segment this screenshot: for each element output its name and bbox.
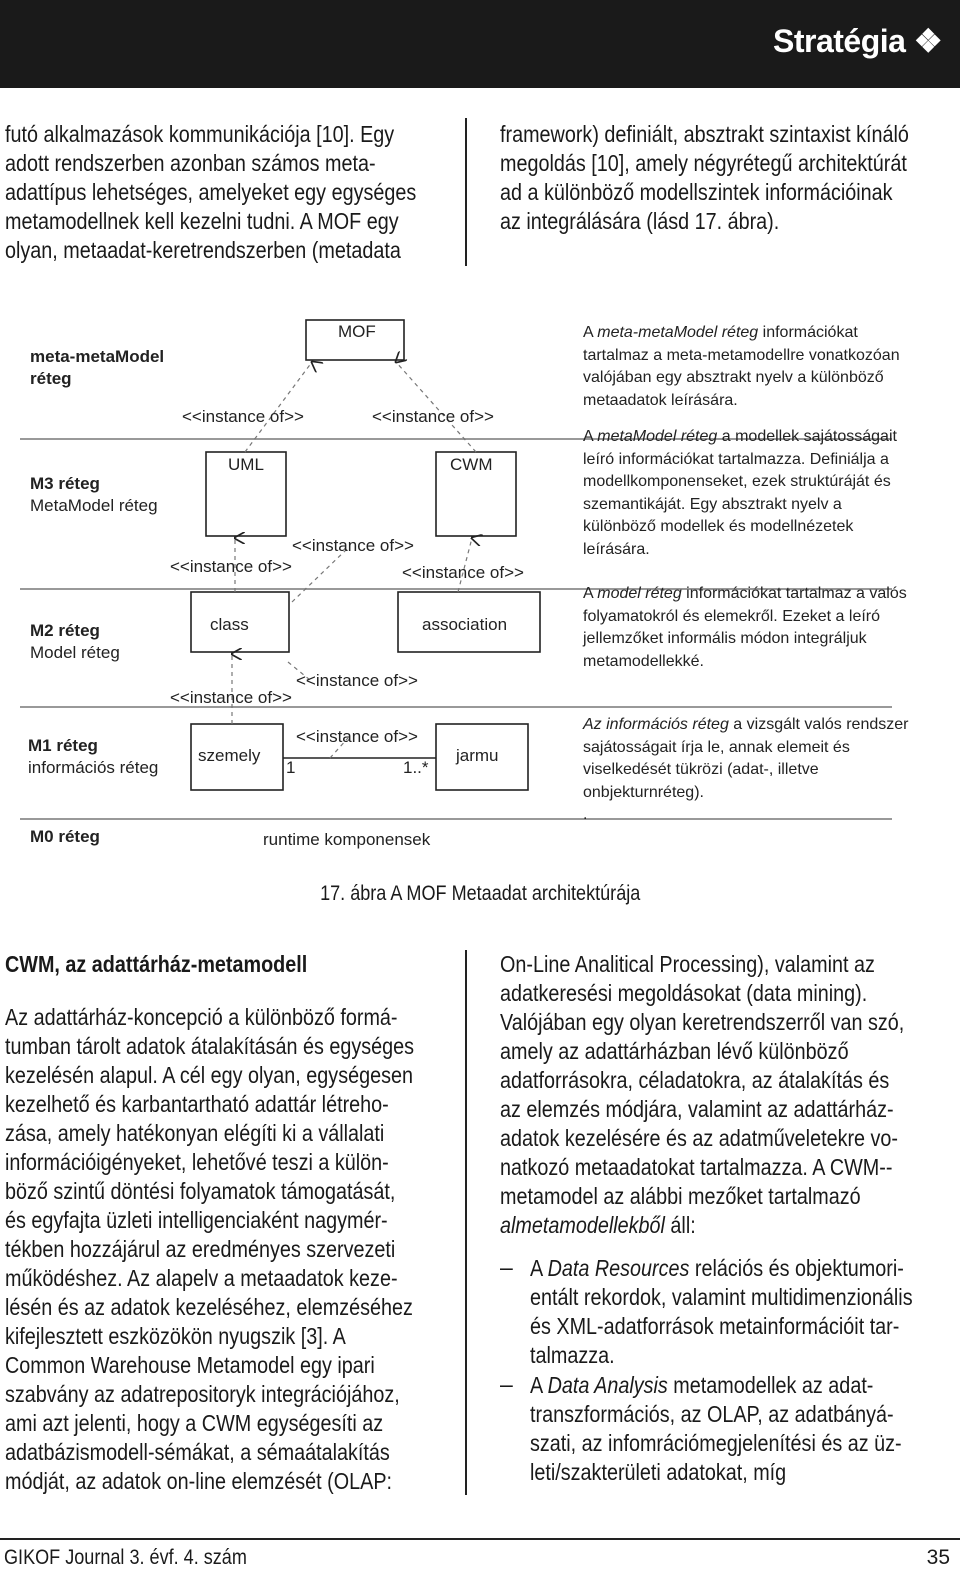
multiplicity-many: 1..* <box>403 758 429 777</box>
instance-of-label: <<instance of>> <box>170 688 292 707</box>
text-line: böző szintű döntési folyamatok támogatását, <box>5 1178 396 1204</box>
text-line: működéshez. Az alapelv a metaadatok keze- <box>5 1265 398 1291</box>
text-line: On-Line Analitical Processing), valamint az <box>500 951 875 977</box>
bottom-right-column <box>500 950 960 1240</box>
column-divider <box>465 950 467 1495</box>
layer-name: M1 réteg <box>28 736 98 755</box>
instance-of-label: <<instance of>> <box>292 536 414 555</box>
text-line: leti/szakterületi adatokat, míg <box>530 1459 787 1485</box>
instance-of-label: <<instance of>> <box>402 563 524 582</box>
layer-subname: Model réteg <box>30 643 120 662</box>
text-line: adatbázismodell-sémákat, a sémaátalakítás <box>5 1439 390 1465</box>
text-line: Az adattárház-koncepció a különböző formá- <box>5 1004 398 1030</box>
text-line: módját, az adatok on-line elemzését (OLAP: <box>5 1468 393 1494</box>
instance-of-label: <<instance of>> <box>170 557 292 576</box>
text-line: információigényeket, lehetővé teszi a külön- <box>5 1149 389 1175</box>
text-line: szati, az infomrációmegjelenítési és az üz- <box>530 1430 902 1456</box>
figure-caption: 17. ábra A MOF Metaadat architektúrája <box>319 882 641 905</box>
mof-label: MOF <box>338 322 376 341</box>
instance-of-label: <<instance of>> <box>372 407 494 426</box>
bullet-item: A Data Resources relációs és objektumori- entált rekordok, valamint multidimenzionális és XML-adatforrások metainformációit tar- talmazza. <box>530 1255 913 1368</box>
text-line: olyan, metaadat-keretrendszerben (metadata <box>5 237 401 263</box>
text-line: talmazza. <box>530 1342 615 1368</box>
text-line: zása, amely hatékonyan elégíti ki a vállalati <box>5 1120 385 1146</box>
text-line: tékben hozzájárul az eredményes szervezeti <box>5 1236 396 1262</box>
class-label: class <box>210 615 249 634</box>
layer-subname: réteg <box>30 369 72 388</box>
text-line: metamodellnek kell kezelni tudni. A MOF egy <box>5 208 399 234</box>
text-line: adattípus lehetséges, amelyeket egy egységes <box>5 179 417 205</box>
layer-name: meta-metaModel <box>30 347 165 366</box>
text-line: kifejlesztett eszközökön nyugszik [3]. A <box>5 1323 346 1349</box>
bullet-item: A Data Analysis metamodellek az adat- transzformációs, az OLAP, az adatbányá- szati, az infomrációmegjelenítési és az üz- leti/szakterületi adatokat, míg <box>530 1372 902 1485</box>
desc-term: model réteg <box>597 585 682 602</box>
layer-m3 <box>30 473 158 517</box>
text-line: adatok kezelésére és az adatműveletekre vo- <box>500 1125 899 1151</box>
text-line: szabvány az adatrepositoryk integrációjához, <box>5 1381 400 1407</box>
text-line: adatkeresési megoldásokat (data mining). <box>500 980 868 1006</box>
text-line: megoldás [10], amely négyrétegű architektúrát <box>500 150 907 176</box>
layer-m1 <box>28 735 158 779</box>
desc-term: Az információs réteg <box>583 716 729 733</box>
page-number: 35 <box>926 1546 950 1569</box>
desc-information: Az információs réteg a vizsgált valós rendszer sajátosságait írja le, annak elemeit és viselkedését tükrözi (adat-, illetve onbjekturnréteg). <box>583 716 909 801</box>
text-line: almetamodellekből áll: <box>500 1212 696 1238</box>
layer-meta-metamodel <box>30 346 164 390</box>
journal-name: GIKOF Journal 3. évf. 4. szám <box>4 1546 247 1569</box>
layer-subname: MetaModel réteg <box>30 496 158 515</box>
desc-model: A model réteg információkat tartalmaz a valós folyamatokról és elemekről. Ezeket a leíró jellemzőket informális módon integráljuk metamodellekké. <box>583 585 907 670</box>
text-line: kezelhető és karbantartható adattár létreho- <box>5 1091 389 1117</box>
multiplicity-one: 1 <box>286 758 296 777</box>
uml-label: UML <box>228 455 264 474</box>
runtime-label: runtime komponensek <box>263 830 431 849</box>
desc-meta-metamodel: A meta-metaModel réteg információkat tartalmaz a meta-metamodellre vonatkozóan valójában egy absztrakt nyelv a különböző metaadatok leírására. <box>583 324 900 409</box>
text-line: metamodel az alábbi mezőket tartalmazó <box>500 1183 861 1209</box>
desc-dot: . <box>583 806 588 823</box>
text-line: Valójában egy olyan keretrendszerről van szó, <box>500 1009 905 1035</box>
desc-term: metaModel réteg <box>597 428 718 445</box>
bullet-dash: – <box>500 1254 513 1280</box>
jarmu-label: jarmu <box>456 746 499 765</box>
text-line: entált rekordok, valamint multidimenzionális <box>530 1284 913 1310</box>
text-line: ad a különböző modellszintek információinak <box>500 179 893 205</box>
text-line: adatforrásokra, céladatokra, az átalakítás és <box>500 1067 890 1093</box>
szemely-label: szemely <box>198 746 261 765</box>
layer-m2 <box>30 620 120 664</box>
footer-rule <box>0 1538 960 1540</box>
text-line: natkozó metaadatokat tartalmazza. A CWM-- <box>500 1154 893 1180</box>
bullet-dash: – <box>500 1371 513 1397</box>
bullet-term: Data Resources <box>547 1255 690 1281</box>
section-title: Stratégia ❖ <box>772 23 942 59</box>
text-line: ami azt jelenti, hogy a CWM egységesíti az <box>5 1410 384 1436</box>
text-line: adott rendszerben azonban számos meta- <box>5 150 376 176</box>
text-line: lésén és az adatok kezeléséhez, elemzéséhez <box>5 1294 413 1320</box>
text-line: framework) definiált, absztrakt szintaxist kínáló <box>500 121 909 147</box>
desc-term: meta-metaModel réteg <box>597 324 759 341</box>
instance-of-label: <<instance of>> <box>182 407 304 426</box>
text-line: futó alkalmazások kommunikációja [10]. Egy <box>5 121 395 147</box>
text-line: az elemzés módjára, valamint az adattárház- <box>500 1096 894 1122</box>
cwm-label: CWM <box>450 455 493 474</box>
layer-name: M0 réteg <box>30 827 100 846</box>
layer-name: M3 réteg <box>30 474 100 493</box>
layer-name: M2 réteg <box>30 621 100 640</box>
layer-subname: információs réteg <box>28 758 159 777</box>
text-line: transzformációs, az OLAP, az adatbányá- <box>530 1401 894 1427</box>
bottom-left-column <box>5 950 481 1496</box>
desc-metamodel: A metaModel réteg a modellek sajátosságait leíró információkat tartalmazza. Definiálja a modellkomponenseket, ezek struktúráját és szemantikáját. Egy absztrakt nyelv a különböző modellek és modellnézetek leírására. <box>583 428 897 558</box>
text-line: Common Warehouse Metamodel egy ipari <box>5 1352 375 1378</box>
layer-m0 <box>30 826 100 848</box>
text-line: az integrálására (lásd 17. ábra). <box>500 208 780 234</box>
association-label: association <box>422 615 508 634</box>
text-line: és egyfajta üzleti intelligenciaként nagymér- <box>5 1207 388 1233</box>
section-heading: CWM, az adattárház-metamodell <box>5 951 308 977</box>
text-line: és XML-adatforrások metainformációit tar- <box>530 1313 900 1339</box>
text-line: kezelésén alapul. A cél egy olyan, egységesen <box>5 1062 413 1088</box>
text-line: tumban tárolt adatok átalakításán és egységes <box>5 1033 415 1059</box>
bullet-term: Data Analysis <box>547 1372 668 1398</box>
instance-of-label: <<instance of>> <box>296 671 418 690</box>
instance-of-label: <<instance of>> <box>296 727 418 746</box>
text-line: amely az adattárházban lévő különböző <box>500 1038 849 1064</box>
